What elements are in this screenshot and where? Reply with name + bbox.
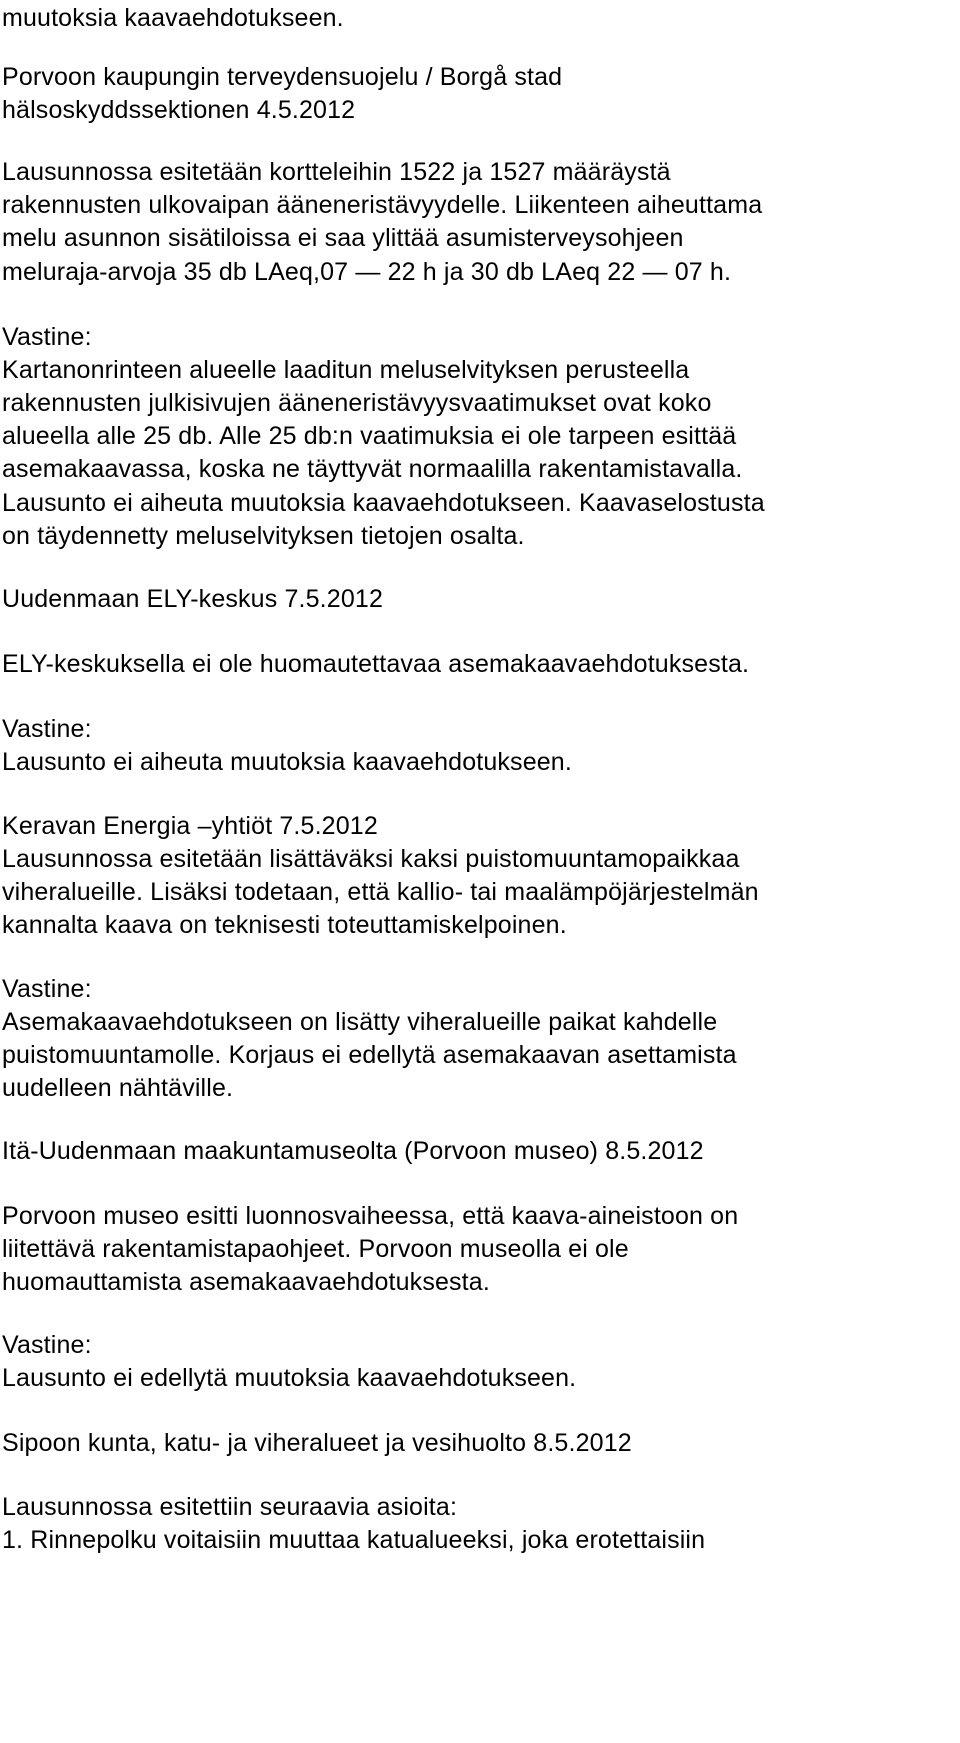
text-line: Lausunnossa esitettiin seuraavia asioita:: [2, 1493, 458, 1521]
text-line: Porvoon museo esitti luonnosvaiheessa, että kaava-aineistoon on: [2, 1202, 739, 1230]
text-line: Lausunto ei aiheuta muutoksia kaavaehdotukseen.: [2, 748, 572, 776]
section-heading: Uudenmaan ELY-keskus 7.5.2012: [2, 585, 383, 613]
text-line: huomauttamista asemakaavaehdotuksesta.: [2, 1268, 490, 1296]
text-line: alueella alle 25 db. Alle 25 db:n vaatimuksia ei ole tarpeen esittää: [2, 422, 737, 450]
text-line: asemakaavassa, koska ne täyttyvät normaalilla rakentamistavalla.: [2, 455, 743, 483]
list-item: 1. Rinnepolku voitaisiin muuttaa katualueeksi, joka erotettaisiin: [2, 1526, 706, 1554]
text-line: liitettävä rakentamistapaohjeet. Porvoon museolla ei ole: [2, 1235, 629, 1263]
section-heading: Keravan Energia –yhtiöt 7.5.2012: [2, 812, 378, 840]
text-line: uudelleen nähtäville.: [2, 1074, 234, 1102]
vastine-label: Vastine:: [2, 1331, 92, 1359]
text-line: Lausunnossa esitetään kortteleihin 1522 ja 1527 määräystä: [2, 158, 671, 186]
section-heading: Sipoon kunta, katu- ja viheralueet ja vesihuolto 8.5.2012: [2, 1429, 632, 1457]
text-line: Lausunto ei aiheuta muutoksia kaavaehdotukseen. Kaavaselostusta: [2, 489, 765, 517]
text-line: puistomuuntamolle. Korjaus ei edellytä asemakaavan asettamista: [2, 1041, 737, 1069]
text-line: Porvoon kaupungin terveydensuojelu / Borgå stad: [2, 63, 563, 91]
vastine-label: Vastine:: [2, 975, 92, 1003]
text-line: on täydennetty meluselvityksen tietojen osalta.: [2, 522, 525, 550]
text-line: muutoksia kaavaehdotukseen.: [2, 4, 344, 32]
text-line: Kartanonrinteen alueelle laaditun meluselvityksen perusteella: [2, 356, 690, 384]
text-line: hälsoskyddssektionen 4.5.2012: [2, 96, 356, 124]
text-line: meluraja-arvoja 35 db LAeq,07 — 22 h ja 30 db LAeq 22 — 07 h.: [2, 258, 732, 286]
text-line: rakennusten ulkovaipan ääneneristävyydelle. Liikenteen aiheuttama: [2, 191, 763, 219]
section-heading: Itä-Uudenmaan maakuntamuseolta (Porvoon museo) 8.5.2012: [2, 1137, 704, 1165]
text-line: viheralueille. Lisäksi todetaan, että kallio- tai maalämpöjärjestelmän: [2, 878, 759, 906]
text-line: Lausunnossa esitetään lisättäväksi kaksi puistomuuntamopaikkaa: [2, 845, 740, 873]
text-line: Lausunto ei edellytä muutoksia kaavaehdotukseen.: [2, 1364, 577, 1392]
text-line: Asemakaavaehdotukseen on lisätty viheralueille paikat kahdelle: [2, 1008, 718, 1036]
text-line: melu asunnon sisätiloissa ei saa ylittää asumisterveysohjeen: [2, 224, 684, 252]
text-line: rakennusten julkisivujen ääneneristävyysvaatimukset ovat koko: [2, 389, 712, 417]
text-line: ELY-keskuksella ei ole huomautettavaa asemakaavaehdotuksesta.: [2, 650, 750, 678]
text-line: kannalta kaava on teknisesti toteuttamiskelpoinen.: [2, 911, 567, 939]
vastine-label: Vastine:: [2, 323, 92, 351]
vastine-label: Vastine:: [2, 715, 92, 743]
